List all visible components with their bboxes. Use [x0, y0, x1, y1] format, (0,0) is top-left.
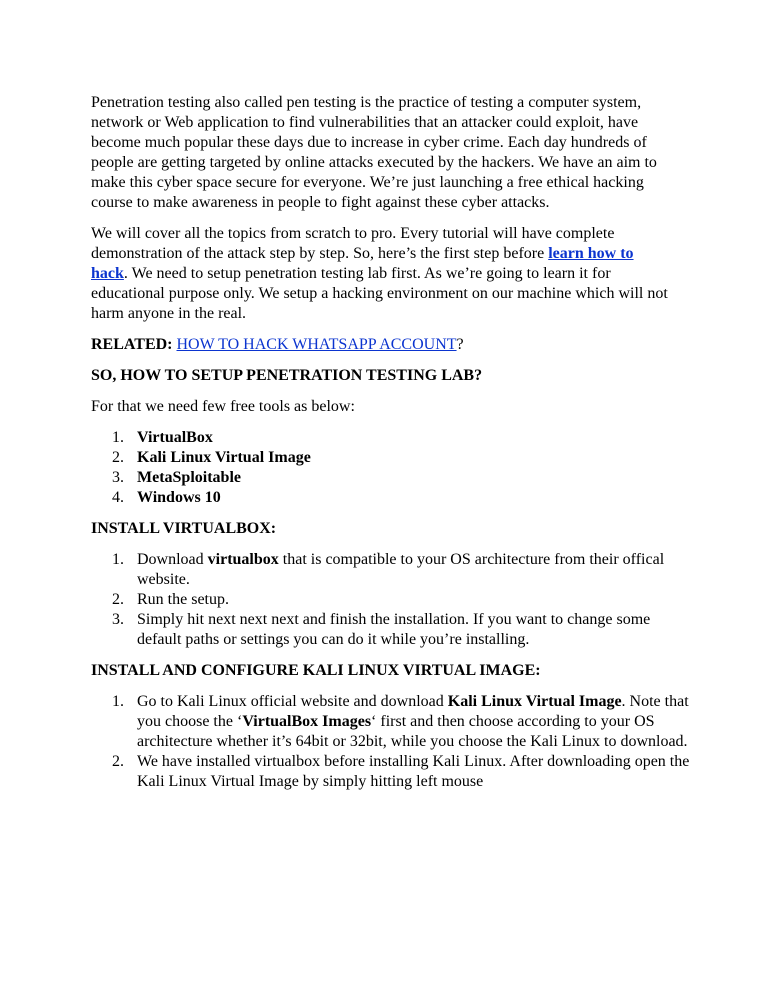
- text-span: . We need to setup penetration testing lab first. As we’re going to learn it for educational purpose only. We setup a hacking environment on our machine which will not harm anyone in the real.: [91, 265, 668, 322]
- related-line: [91, 335, 691, 355]
- text-span: We will cover all the topics from scratch to pro. Every tutorial will have complete demonstration of the attack step by step. So, here’s the first step before: [91, 225, 615, 262]
- list-number: 1.: [112, 551, 124, 568]
- tool-name: VirtualBox: [137, 429, 213, 446]
- tool-name: MetaSploitable: [137, 469, 241, 486]
- intro-paragraph: Penetration testing also called pen testing is the practice of testing a computer system, network or Web application to find vulnerabilities that an attacker could exploit, have become much popular these days due to increase in cyber crime. Each day hundreds of people are getting targeted by online attacks executed by the hackers. We have an aim to make this cyber space secure for everyone. We’re just launching a free ethical hacking course to make awareness in people to fight against these cyber attacks.: [91, 94, 657, 211]
- bold-term: virtualbox: [207, 551, 279, 568]
- list-item: [91, 488, 691, 508]
- list-item: [91, 428, 691, 448]
- step-text: Simply hit next next next and finish the installation. If you want to change some default paths or settings you can do it while you’re installing.: [137, 611, 651, 648]
- list-item: [91, 752, 691, 792]
- related-suffix: ?: [456, 336, 464, 353]
- text-span: Download: [137, 551, 208, 568]
- list-number: 1.: [112, 429, 124, 446]
- list-number: 3.: [112, 469, 124, 486]
- list-number: 2.: [112, 753, 124, 770]
- text-span: ‘ first and then choose according to your OS architecture whether it’s 64bit or 32bit, while you choose the Kali Linux to download.: [137, 713, 688, 750]
- list-item: [91, 550, 691, 590]
- text-span: that is compatible to your OS architecture from their offical website.: [137, 551, 665, 588]
- learn-how-to-hack-link[interactable]: learn how to hack: [91, 245, 634, 282]
- tools-list: [91, 428, 691, 508]
- kali-steps-list: [91, 692, 691, 792]
- list-item: [91, 448, 691, 468]
- document-page: [91, 93, 691, 803]
- list-number: 3.: [112, 611, 124, 628]
- tool-name: Windows 10: [137, 489, 221, 506]
- virtualbox-steps-list: [91, 550, 691, 650]
- text-span: . Note that you choose the ‘: [137, 693, 689, 730]
- list-number: 4.: [112, 489, 124, 506]
- bold-term: Kali Linux Virtual Image: [447, 693, 622, 710]
- list-number: 1.: [112, 693, 124, 710]
- related-link[interactable]: HOW TO HACK WHATSAPP ACCOUNT: [176, 336, 457, 353]
- tools-intro: For that we need few free tools as below:: [91, 398, 355, 415]
- list-item: [91, 692, 691, 752]
- section-heading: INSTALL AND CONFIGURE KALI LINUX VIRTUAL IMAGE:: [91, 662, 541, 679]
- step-text: We have installed virtualbox before installing Kali Linux. After downloading open the Kali Linux Virtual Image by simply hitting left mouse: [137, 753, 690, 790]
- related-label: RELATED:: [91, 336, 173, 353]
- list-number: 2.: [112, 591, 124, 608]
- section-heading: SO, HOW TO SETUP PENETRATION TESTING LAB?: [91, 367, 483, 384]
- list-item: [91, 590, 691, 610]
- step-text: Run the setup.: [137, 591, 229, 608]
- intro-paragraph-2: [91, 224, 673, 324]
- list-item: [91, 468, 691, 488]
- list-number: 2.: [112, 449, 124, 466]
- text-span: Go to Kali Linux official website and download: [137, 693, 448, 710]
- section-heading: INSTALL VIRTUALBOX:: [91, 520, 277, 537]
- list-item: [91, 610, 691, 650]
- tool-name: Kali Linux Virtual Image: [137, 449, 311, 466]
- bold-term: VirtualBox Images: [242, 713, 372, 730]
